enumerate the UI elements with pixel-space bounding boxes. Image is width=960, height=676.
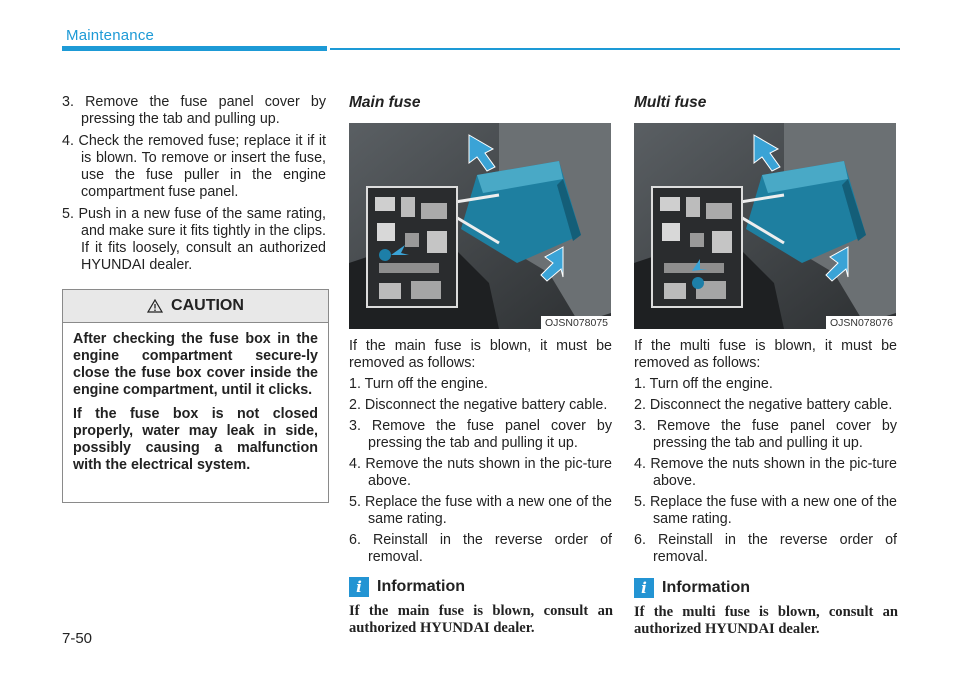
engine-fuse-box-illustration: [634, 123, 896, 329]
info-icon: i: [634, 578, 654, 598]
step-item: 4. Remove the nuts shown in the pic-ture above.: [349, 456, 612, 489]
step-item: 6. Reinstall in the reverse order of removal.: [349, 532, 612, 565]
header-rule-thick: [62, 46, 327, 51]
multi-fuse-steps: [634, 376, 897, 566]
step-item: 2. Disconnect the negative battery cable.: [349, 397, 608, 413]
fuse-replacement-steps: [62, 94, 326, 274]
left-column: [62, 94, 326, 279]
step-item: 5. Push in a new fuse of the same rating, and make sure it fits tightly in the clips. If it fits loosely, consult an authorized HYUNDAI dealer.: [62, 206, 326, 273]
step-item: 3. Remove the fuse panel cover by pressing the tab and pulling up.: [62, 94, 326, 127]
caution-paragraph: If the fuse box is not closed properly, water may leak in side, possibly causing a malfunction with the electrical system.: [73, 406, 318, 473]
step-item: 4. Remove the nuts shown in the pic-ture above.: [634, 456, 897, 489]
caution-header: [63, 290, 328, 323]
image-code-label: OJSN078076: [826, 316, 896, 329]
multi-fuse-intro: If the multi fuse is blown, it must be removed as follows:: [634, 338, 897, 371]
step-item: 5. Replace the fuse with a new one of the same rating.: [349, 494, 612, 527]
caution-title: CAUTION: [171, 297, 244, 314]
multi-fuse-photo: [634, 123, 896, 329]
engine-fuse-box-illustration: [349, 123, 611, 329]
step-item: 3. Remove the fuse panel cover by pressing the tab and pulling it up.: [634, 418, 897, 451]
information-title: Information: [662, 579, 750, 596]
step-item: 3. Remove the fuse panel cover by pressing the tab and pulling it up.: [349, 418, 612, 451]
step-item: 1. Turn off the engine.: [634, 376, 773, 392]
caution-paragraph: After checking the fuse box in the engine compartment secure-ly close the fuse box cover inside the engine compartment, until it clicks.: [73, 331, 318, 398]
caution-body: [63, 323, 328, 474]
main-fuse-text: [349, 338, 612, 570]
page-number: 7-50: [62, 630, 93, 647]
info-icon: i: [349, 577, 369, 597]
main-fuse-intro: If the main fuse is blown, it must be removed as follows:: [349, 338, 612, 371]
caution-box: [62, 289, 329, 503]
main-fuse-title: Main fuse: [349, 94, 421, 111]
image-code-label: OJSN078075: [541, 316, 611, 329]
main-fuse-information-heading: [349, 577, 465, 597]
multi-fuse-text: [634, 338, 897, 570]
multi-fuse-title: Multi fuse: [634, 94, 707, 111]
step-item: 2. Disconnect the negative battery cable.: [634, 397, 893, 413]
step-item: 4. Check the removed fuse; replace it if it is blown. To remove or insert the fuse, use the fuse puller in the engine compartment fuse panel.: [62, 133, 326, 200]
main-fuse-steps: [349, 376, 612, 566]
multi-fuse-information-text: If the multi fuse is blown, consult an authorized HYUNDAI dealer.: [634, 604, 898, 637]
step-item: 6. Reinstall in the reverse order of removal.: [634, 532, 897, 565]
section-header-title: Maintenance: [66, 27, 155, 44]
information-title: Information: [377, 578, 465, 595]
multi-fuse-information-heading: [634, 578, 750, 598]
main-fuse-photo: [349, 123, 611, 329]
warning-triangle-icon: [147, 299, 163, 313]
step-item: 1. Turn off the engine.: [349, 376, 488, 392]
header-rule-thin: [330, 48, 900, 50]
step-item: 5. Replace the fuse with a new one of the same rating.: [634, 494, 897, 527]
main-fuse-information-text: If the main fuse is blown, consult an authorized HYUNDAI dealer.: [349, 603, 613, 636]
